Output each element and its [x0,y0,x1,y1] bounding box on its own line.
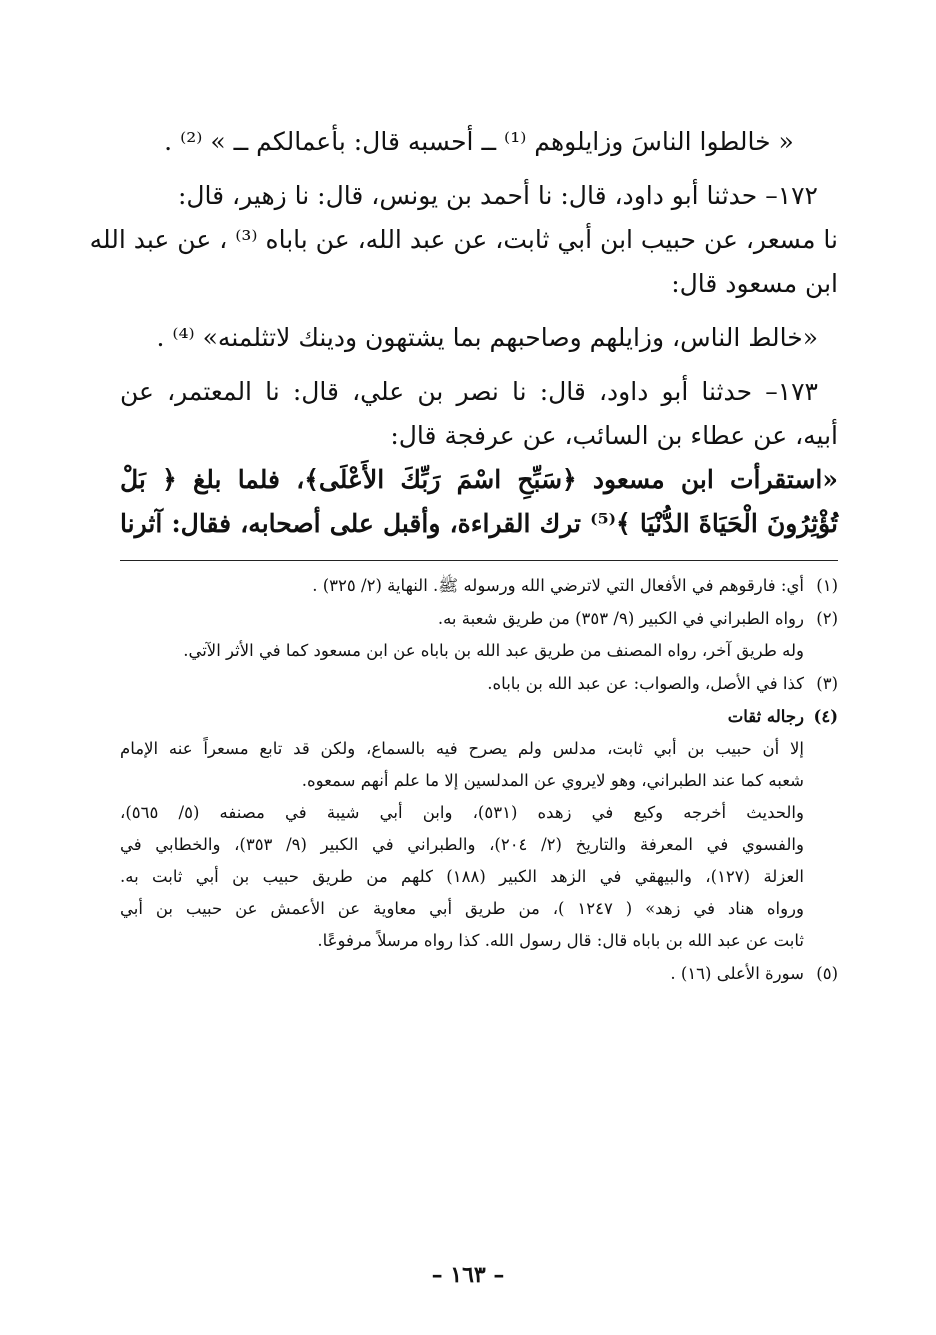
footnote-4-line-1: إلا أن حبيب بن أبي ثابت، مدلس ولم يصرح فيه بالسماع، ولكن قد تابع مسعراً عنه الإمام [120,739,804,758]
footnote-number: (٤) [813,707,838,726]
footnote-4-line-3: والحديث أخرجه وكيع في زهده (٥٣١)، وابن أبي شيبة في مصنفه (٥/ ٥٦٥)، [120,803,804,822]
footnote-4-line-5: العزلة (١٢٧)، والبيهقي في الزهد الكبير (١٨٨) كلهم من طريق حبيب بن أبي ثابت به. [120,867,805,886]
footnote-4-line-2: شعبه كما عند الطبراني، وهو لايروي عن المدلسين إلا ما علم أنهم سمعوه. [301,771,804,790]
footnote-text: سورة الأعلى (١٦) . [670,964,804,983]
footnote-number: (٢) [816,609,838,628]
footnote-1 [120,569,838,602]
footnote-text: رواه الطبراني في الكبير (٩/ ٣٥٣) من طريق شعبة به. [437,609,804,628]
main-line-5: «خالط الناس، وزايلهم وصاحبهم بما يشتهون ودينك لاتثلمنه» ⁽⁴⁾ . [156,323,818,352]
main-line-7: أبيه، عن عطاء بن السائب، عن عرفجة قال: [390,421,838,450]
footnote-3 [120,667,838,700]
footnote-number: (٣) [816,674,838,693]
main-line-4: ابن مسعود قال: [671,269,838,298]
footnote-4-line-4: والفسوي في المعرفة والتاريخ (٢/ ٢٠٤)، والطبراني في الكبير (٩/ ٣٥٣)، والخطابي في [120,835,804,854]
main-line-6: ١٧٣– حدثنا أبو داود، قال: نا نصر بن علي، قال: نا المعتمر، عن [120,377,818,406]
footnote-number: (١) [816,576,838,595]
main-line-2: ١٧٢– حدثنا أبو داود، قال: نا أحمد بن يونس، قال: نا زهير، قال: [177,181,818,210]
footnote-divider [120,560,838,561]
main-line-1: « خالطوا الناسَ وزايلوهم ⁽¹⁾ ــ أحسبه قال: بأعمالكم ــ » ⁽²⁾ . [164,127,794,156]
footnote-number: (٥) [816,964,838,983]
footnote-4-line-6: ورواه هناد في زهد» ( ١٢٤٧ )، من طريق أبي معاوية عن الأعمش عن حبيب بن أبي [120,899,804,918]
footnote-4 [120,700,838,733]
footnote-4-line-7: ثابت عن عبد الله بن باباه قال: قال رسول الله. كذا رواه مرسلاً مرفوعًا. [317,931,804,950]
main-line-3: نا مسعر، عن حبيب ابن أبي ثابت، عن عبد الله، عن باباه ⁽³⁾ ، عن عبد الله [89,225,838,254]
footnote-text: رجاله ثقات [727,707,804,726]
main-line-9: تُؤْثِرُونَ الْحَيَاةَ الدُّنْيَا ﴾⁽⁵⁾ ترك القراءة، وأقبل على أصحابه، فقال: آثرنا [120,509,838,538]
page-body [89,120,838,990]
footnote-text: أي: فارقوهم في الأفعال التي لاترضي الله ورسوله ﷺ. النهاية (٢/ ٣٢٥) . [312,576,804,595]
footnote-2 [120,602,838,635]
footnote-text: كذا في الأصل، والصواب: عن عبد الله بن باباه. [487,674,804,693]
footnote-2-continuation: وله طريق آخر، رواه المصنف من طريق عبد الله بن باباه عن ابن مسعود كما في الأثر الآتي. [183,641,804,660]
footnote-5 [120,957,838,990]
main-line-8: «استقرأت ابن مسعود ﴿سَبِّحِ اسْمَ رَبِّكَ الأَعْلَى﴾، فلما بلغ ﴿ بَلْ [120,465,838,494]
page-number: – ١٦٣ – [431,1262,505,1288]
